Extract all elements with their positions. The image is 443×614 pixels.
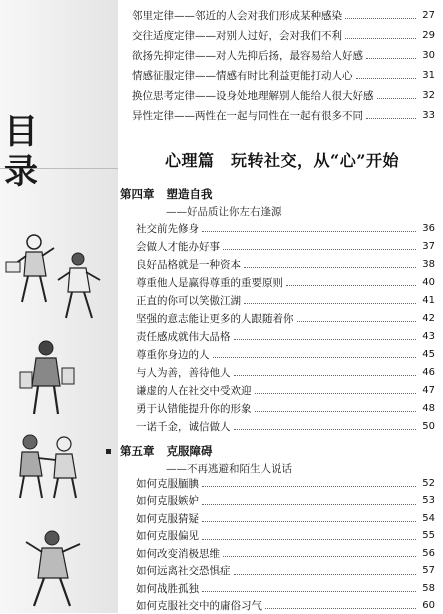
toc-entry-title: 如何克服腼腆 xyxy=(136,477,199,490)
toc-entry-title: 异性定律——两性在一起与同性在一起有很多不同 xyxy=(132,109,363,122)
toc-entry-title: 尊重他人是赢得尊重的重要原则 xyxy=(136,276,283,289)
toc-entry-title: 坚强的意志能让更多的人跟随着你 xyxy=(136,312,294,325)
toc-entry-title: 如何克服偏见 xyxy=(136,530,199,542)
leader-dots xyxy=(286,284,416,286)
leader-dots xyxy=(345,17,416,19)
leader-dots xyxy=(297,320,417,322)
leader-dots xyxy=(356,77,417,79)
toc-entry[interactable] xyxy=(136,327,435,345)
leader-dots xyxy=(202,485,416,487)
toc-entry[interactable] xyxy=(132,66,435,84)
toc-entry-page: 58 xyxy=(422,582,435,594)
toc-entry-title: 邻里定律——邻近的人会对我们形成某种感染 xyxy=(132,9,342,22)
toc-entry-title: 情感征服定律——情感有时比利益更能打动人心 xyxy=(132,69,353,82)
figure-illustration-1 xyxy=(4,232,60,306)
toc-entry[interactable] xyxy=(136,474,435,492)
leader-dots xyxy=(223,248,416,250)
toc-entry-page: 46 xyxy=(422,366,435,378)
toc-entry[interactable] xyxy=(136,579,435,597)
toc-entry[interactable] xyxy=(136,291,435,309)
toc-entry[interactable] xyxy=(132,106,435,124)
toc-entry-page: 29 xyxy=(422,29,435,41)
chapter-heading[interactable] xyxy=(120,186,213,202)
top-entry-list xyxy=(132,6,435,126)
toc-entry-title: 如何战胜孤独 xyxy=(136,582,199,595)
toc-entry-title: 欲扬先抑定律——对人先抑后扬，最容易给人好感 xyxy=(132,49,363,62)
toc-entry[interactable] xyxy=(132,86,435,104)
leader-dots xyxy=(234,428,417,430)
chapter-subtitle: ——不再逃避和陌生人说话 xyxy=(166,463,292,475)
chapter-subtitle: ——好品质让你左右逢源 xyxy=(166,206,282,218)
chapter-entry-list xyxy=(136,219,435,435)
toc-entry-title: 交往适度定律——对别人过好，会对我们不利 xyxy=(132,29,342,42)
toc-entry-title: 如何克服社交中的庸俗习气 xyxy=(136,599,262,612)
leader-dots xyxy=(223,555,416,557)
toc-entry-title: 谦虚的人在社交中受欢迎 xyxy=(136,384,252,397)
leader-dots xyxy=(202,230,416,232)
toc-entry[interactable] xyxy=(132,6,435,24)
toc-entry-title: 正直的你可以笑傲江湖 xyxy=(136,294,241,307)
toc-entry-page: 45 xyxy=(422,348,435,360)
toc-entry-page: 56 xyxy=(422,547,435,559)
sidebar xyxy=(0,0,118,613)
toc-entry[interactable] xyxy=(136,237,435,255)
leader-dots xyxy=(244,266,416,268)
toc-entry[interactable] xyxy=(136,363,435,381)
toc-entry[interactable] xyxy=(136,596,435,614)
leader-dots xyxy=(377,97,417,99)
toc-entry[interactable] xyxy=(136,562,435,580)
toc-entry-page: 36 xyxy=(422,222,435,234)
leader-dots xyxy=(244,302,416,304)
leader-dots xyxy=(345,37,416,39)
toc-entry[interactable] xyxy=(136,345,435,363)
toc-entry-page: 43 xyxy=(422,330,435,342)
toc-entry-page: 55 xyxy=(422,530,435,541)
toc-entry-page: 30 xyxy=(422,49,435,61)
toc-entry-page: 33 xyxy=(422,109,435,121)
leader-dots xyxy=(202,538,416,540)
figure-illustration-5 xyxy=(20,528,86,610)
toc-entry-page: 47 xyxy=(422,384,435,396)
chapter-number: 第四章 xyxy=(120,187,155,201)
chapter-title: 塑造自我 xyxy=(166,187,213,201)
leader-dots xyxy=(255,392,417,394)
toc-entry-title: 如何改变消极思维 xyxy=(136,547,220,560)
chapter-title: 克服障碍 xyxy=(166,444,213,458)
toc-entry[interactable] xyxy=(136,544,435,562)
leader-dots xyxy=(202,520,416,522)
toc-entry-page: 31 xyxy=(422,69,435,81)
leader-dots xyxy=(366,57,416,59)
leader-dots xyxy=(202,503,416,505)
part-title: 心理篇 玩转社交，从“心”开始 xyxy=(165,151,399,170)
toc-entry-page: 37 xyxy=(422,240,435,252)
toc-entry-page: 42 xyxy=(422,312,435,324)
toc-entry-title: 会做人才能办好事 xyxy=(136,240,220,253)
toc-entry-page: 52 xyxy=(422,477,435,489)
toc-entry[interactable] xyxy=(132,46,435,64)
toc-entry-title: 尊重你身边的人 xyxy=(136,348,210,361)
toc-entry-title: 如何克服嫉妒 xyxy=(136,495,199,507)
toc-entry-title: 如何远离社交恐惧症 xyxy=(136,565,231,577)
toc-entry[interactable] xyxy=(136,255,435,273)
toc-entry[interactable] xyxy=(136,273,435,291)
toc-entry-title: 换位思考定律——设身处地理解别人能给人很大好感 xyxy=(132,89,374,102)
chapter-number: 第五章 xyxy=(120,444,155,458)
toc-entry-page: 50 xyxy=(422,420,435,432)
toc-entry-page: 41 xyxy=(422,294,435,306)
toc-entry-page: 57 xyxy=(422,565,435,576)
toc-entry[interactable] xyxy=(136,399,435,417)
contents-heading xyxy=(4,112,44,192)
toc-entry[interactable] xyxy=(136,492,435,510)
chapter-heading[interactable] xyxy=(120,443,213,459)
toc-entry-title: 良好品格就是一种资本 xyxy=(136,258,241,271)
leader-dots xyxy=(234,338,417,340)
leader-dots xyxy=(234,573,417,575)
contents-heading-char: 目 xyxy=(4,112,38,152)
leader-dots xyxy=(213,356,417,358)
leader-dots xyxy=(255,410,417,412)
toc-entry-page: 27 xyxy=(422,9,435,21)
toc-entry-page: 53 xyxy=(422,495,435,506)
toc-entry-title: 一诺千金，诚信做人 xyxy=(136,420,231,433)
toc-entry[interactable] xyxy=(136,527,435,545)
toc-entry-title: 勇于认错能提升你的形象 xyxy=(136,402,252,415)
toc-entry[interactable] xyxy=(132,26,435,44)
toc-entry[interactable] xyxy=(136,219,435,237)
figure-illustration-2 xyxy=(54,250,104,322)
leader-dots xyxy=(265,607,416,609)
leader-dots xyxy=(366,117,416,119)
toc-entry-page: 32 xyxy=(422,89,435,101)
toc-entry-title: 如何克服猜疑 xyxy=(136,512,199,525)
figure-illustration-3 xyxy=(16,338,78,418)
toc-entry-page: 54 xyxy=(422,512,435,524)
toc-entry[interactable] xyxy=(136,309,435,327)
toc-entry[interactable] xyxy=(136,381,435,399)
toc-entry-title: 与人为善，善待他人 xyxy=(136,366,231,379)
leader-dots xyxy=(234,374,417,376)
chapter-bullet xyxy=(106,449,111,454)
toc-entry-page: 48 xyxy=(422,402,435,414)
chapter-entry-list xyxy=(136,474,435,614)
toc-entry[interactable] xyxy=(136,509,435,527)
figure-illustration-4 xyxy=(8,432,88,502)
toc-entry-title: 责任感成就伟大品格 xyxy=(136,330,231,343)
toc-entry[interactable] xyxy=(136,417,435,435)
toc-entry-page: 60 xyxy=(422,599,435,611)
toc-entry-title: 社交前先修身 xyxy=(136,222,199,235)
contents-heading-char: 录 xyxy=(4,152,38,192)
leader-dots xyxy=(202,590,416,592)
toc-entry-page: 38 xyxy=(422,258,435,270)
toc-entry-page: 40 xyxy=(422,276,435,288)
